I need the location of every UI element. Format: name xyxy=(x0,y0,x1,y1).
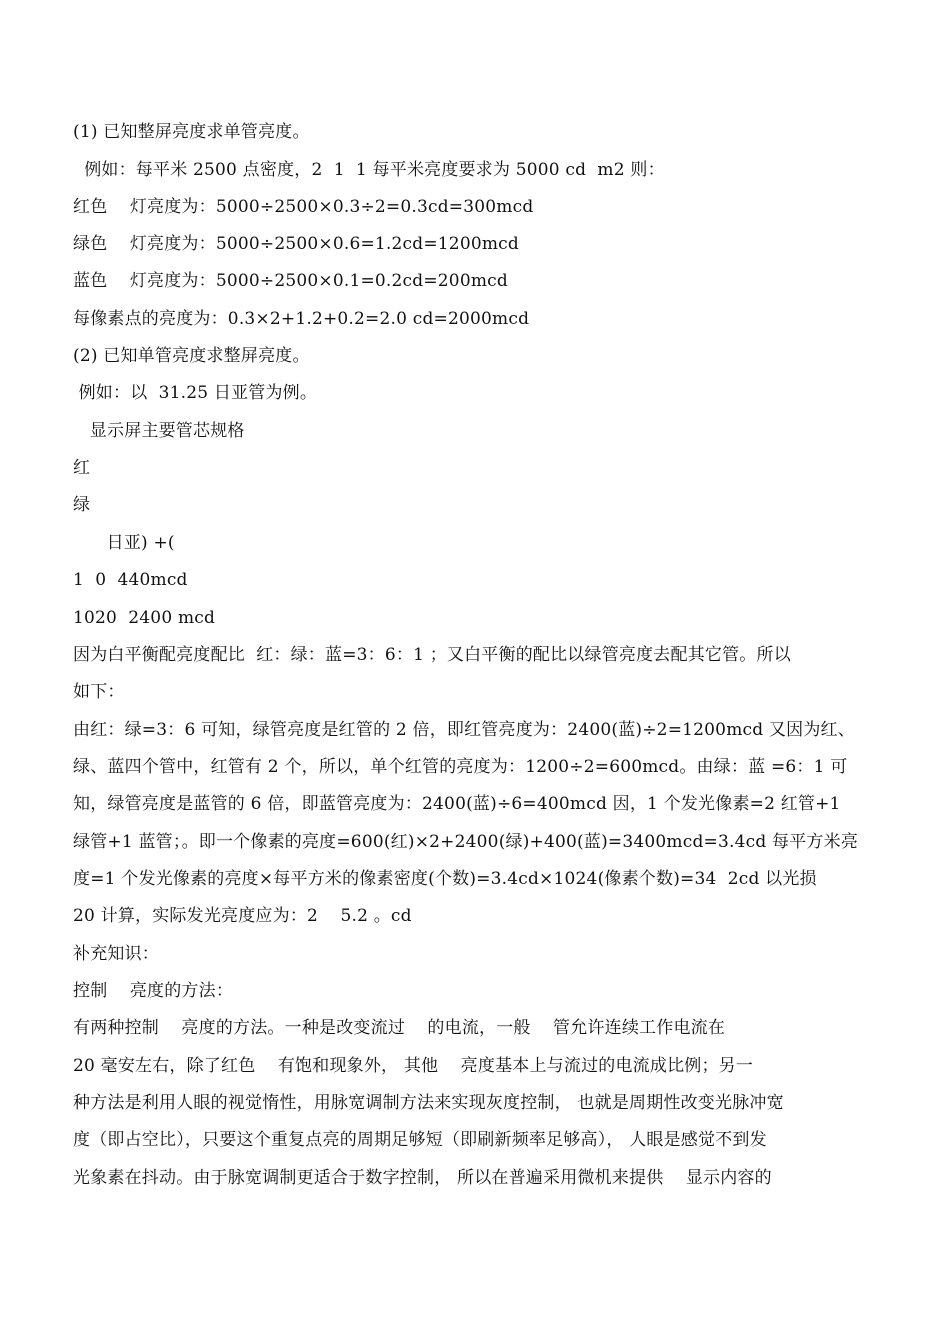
text-line: 例如：每平米 2500 点密度，2 1 1 每平米亮度要求为 5000 cd m2 则： xyxy=(73,160,665,180)
text-line: 补充知识： xyxy=(73,944,159,964)
text-line: 每像素点的亮度为：0.3×2+1.2+0.2=2.0 cd=2000mcd xyxy=(73,309,530,329)
text-line: 由红：绿=3：6 可知，绿管亮度是红管的 2 倍，即红管亮度为：2400(蓝)÷2=1200mcd 又因为红、 xyxy=(73,720,855,740)
text-line: 20 计算，实际发光亮度应为：2 5.2 。cd xyxy=(73,906,412,926)
text-line: 日亚) +( xyxy=(73,533,175,553)
text-line: 种方法是利用人眼的视觉惰性，用脉宽调制方法来实现灰度控制， 也就是周期性改变光脉冲宽 xyxy=(73,1093,784,1113)
text-line: 显示屏主要管芯规格 xyxy=(73,421,245,441)
text-line: 度=1 个发光像素的亮度×每平方米的像素密度(个数)=3.4cd×1024(像素个数)=34 2cd 以光损 xyxy=(73,869,817,889)
text-line: (1) 已知整屏亮度求单管亮度。 xyxy=(73,122,310,142)
text-line: 绿、蓝四个管中，红管有 2 个，所以，单个红管的亮度为：1200÷2=600mcd。由绿：蓝 =6：1 可 xyxy=(73,757,848,777)
text-line: 因为白平衡配亮度配比 红：绿：蓝=3：6：1 ；又白平衡的配比以绿管亮度去配其它管。所以 xyxy=(73,645,791,665)
text-line: (2) 已知单管亮度求整屏亮度。 xyxy=(73,346,310,366)
text-line: 知，绿管亮度是蓝管的 6 倍，即蓝管亮度为：2400(蓝)÷6=400mcd 因，1 个发光像素=2 红管+1 xyxy=(73,794,841,814)
text-line: 1 0 440mcd xyxy=(73,570,188,590)
text-line: 控制 亮度的方法： xyxy=(73,981,234,1001)
text-line: 1020 2400 mcd xyxy=(73,608,216,628)
text-line: 红 xyxy=(73,458,91,478)
text-line: 红色 灯亮度为：5000÷2500×0.3÷2=0.3cd=300mcd xyxy=(73,197,534,217)
text-line: 如下： xyxy=(73,682,125,702)
text-line: 光象素在抖动。由于脉宽调制更适合于数字控制， 所以在普遍采用微机来提供 显示内容的 xyxy=(73,1168,772,1188)
text-line: 20 毫安左右，除了红色 有饱和现象外， 其他 亮度基本上与流过的电流成比例；另一 xyxy=(73,1056,754,1076)
text-line: 度（即占空比），只要这个重复点亮的周期足够短（即刷新频率足够高）， 人眼是感觉不到发 xyxy=(73,1130,767,1150)
text-line: 有两种控制 亮度的方法。一种是改变流过 的电流，一般 管允许连续工作电流在 xyxy=(73,1018,726,1038)
text-line: 蓝色 灯亮度为：5000÷2500×0.1=0.2cd=200mcd xyxy=(73,271,508,291)
text-line: 绿 xyxy=(73,495,91,515)
text-line: 绿管+1 蓝管；。即一个像素的亮度=600(红)×2+2400(绿)+400(蓝)=3400mcd=3.4cd 每平方米亮 xyxy=(73,832,859,852)
text-line: 绿色 灯亮度为：5000÷2500×0.6=1.2cd=1200mcd xyxy=(73,234,519,254)
text-line: 例如：以 31.25 日亚管为例。 xyxy=(73,383,318,403)
